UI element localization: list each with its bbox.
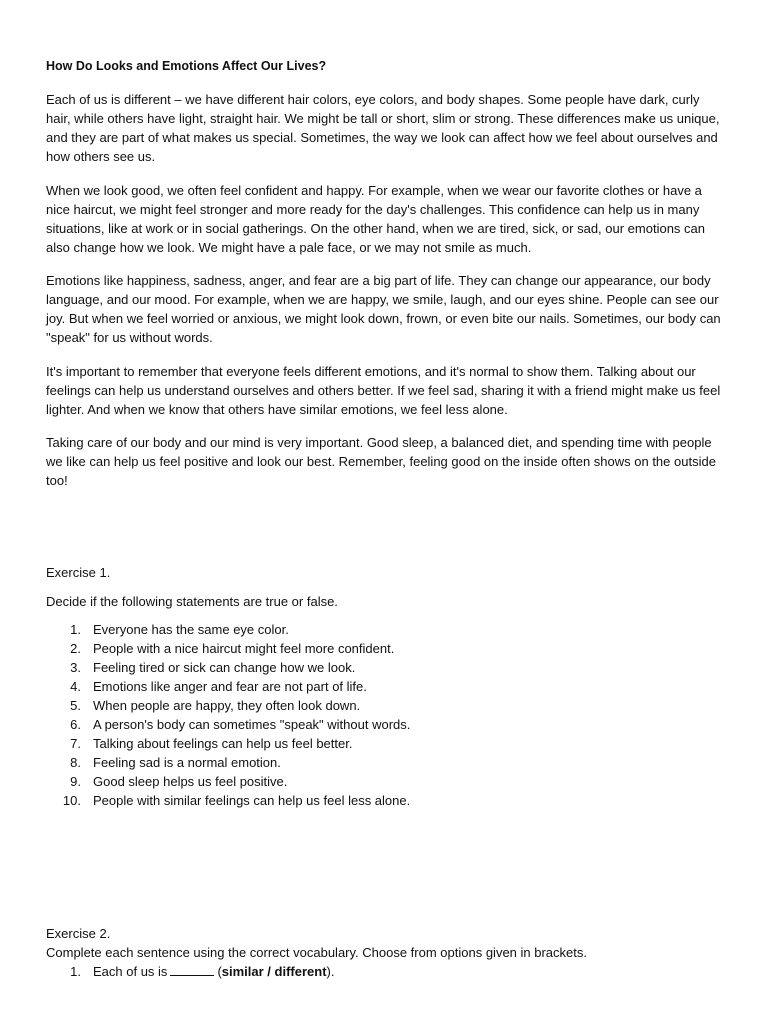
exercise-2-list <box>46 962 722 981</box>
item-number: 6. <box>70 717 81 732</box>
list-item <box>46 658 722 677</box>
item-text: Good sleep helps us feel positive. <box>93 774 288 789</box>
item-number: 10. <box>62 793 81 808</box>
article-title: How Do Looks and Emotions Affect Our Lives? <box>46 59 327 73</box>
list-item <box>46 696 722 715</box>
list-item <box>46 791 722 810</box>
paragraph-1: Each of us is different – we have different hair colors, eye colors, and body shapes. Some people have dark, curly hair, while others have light, straight hair. We might be tall or short, slim or strong. These differences make us unique, and they are part of what makes us special. Sometimes, the way we look can affect how we feel about ourselves and how others see us. <box>46 92 720 164</box>
item-number: 2. <box>70 641 81 656</box>
item-text: Emotions like anger and fear are not part of life. <box>93 679 367 694</box>
answer-options: similar / different <box>221 964 327 979</box>
item-text: Feeling sad is a normal emotion. <box>93 755 281 770</box>
article <box>46 57 722 505</box>
item-number: 7. <box>70 736 81 751</box>
exercise-2-instruction: Complete each sentence using the correct vocabulary. Choose from options given in brackets. <box>46 945 587 960</box>
item-text: When people are happy, they often look down. <box>93 698 361 713</box>
list-item <box>46 734 722 753</box>
list-item <box>46 620 722 639</box>
paragraph-2: When we look good, we often feel confident and happy. For example, when we wear our favorite clothes or have a nice haircut, we might feel stronger and more ready for the day's challenges. This confidence can help us in many situations, like at work or in social gatherings. On the other hand, when we are tired, sick, or sad, our emotions can also change how we look. We might have a pale face, or we may not smile as much. <box>46 182 706 255</box>
list-item: 1. Each of us is (similar / different). <box>46 962 722 981</box>
list-item <box>46 772 722 791</box>
list-item <box>46 715 722 734</box>
item-number: 5. <box>70 698 81 713</box>
item-text: People with similar feelings can help us feel less alone. <box>93 793 411 808</box>
paragraph-5: Taking care of our body and our mind is very important. Good sleep, a balanced diet, and spending time with people we like can help us feel positive and look our best. Remember, feeling good on the inside often shows on the outside too! <box>46 435 716 488</box>
answer-blank[interactable] <box>170 964 214 976</box>
item-number: 4. <box>70 679 81 694</box>
item-number: 8. <box>70 755 81 770</box>
item-text: People with a nice haircut might feel more confident. <box>93 641 395 656</box>
item-number: 9. <box>70 774 81 789</box>
exercise-1 <box>46 563 722 810</box>
item-number: 1. <box>70 964 81 979</box>
list-item <box>46 677 722 696</box>
list-item <box>46 639 722 658</box>
item-text: Everyone has the same eye color. <box>93 622 289 637</box>
item-text: Talking about feelings can help us feel better. <box>93 736 353 751</box>
item-text: Feeling tired or sick can change how we look. <box>93 660 356 675</box>
paragraph-4: It's important to remember that everyone feels different emotions, and it's normal to show them. Talking about our feelings can help us understand ourselves and others better. If we feel sad, sharing it with a friend might make us feel lighter. And when we know that others have similar emotions, we feel less alone. <box>46 363 721 417</box>
item-number: 3. <box>70 660 81 675</box>
paragraph-3: Emotions like happiness, sadness, anger, and fear are a big part of life. They can change our appearance, our body language, and our mood. For example, when we are happy, we smile, laugh, and our eyes shine. People can see our joy. But when we feel worried or anxious, we might look down, frown, or even bite our nails. Sometimes, our body can "speak" for us without words. <box>46 273 721 345</box>
exercise-1-heading: Exercise 1. <box>46 565 111 580</box>
item-text-after: ). <box>326 964 335 979</box>
item-number: 1. <box>70 622 81 637</box>
list-item <box>46 753 722 772</box>
exercise-1-instruction: Decide if the following statements are true or false. <box>46 594 338 609</box>
item-text: A person's body can sometimes "speak" without words. <box>93 717 411 732</box>
exercise-1-list <box>46 620 722 810</box>
item-text-before: Each of us is <box>93 964 168 979</box>
exercise-2 <box>46 924 722 981</box>
exercise-2-heading: Exercise 2. <box>46 926 111 941</box>
